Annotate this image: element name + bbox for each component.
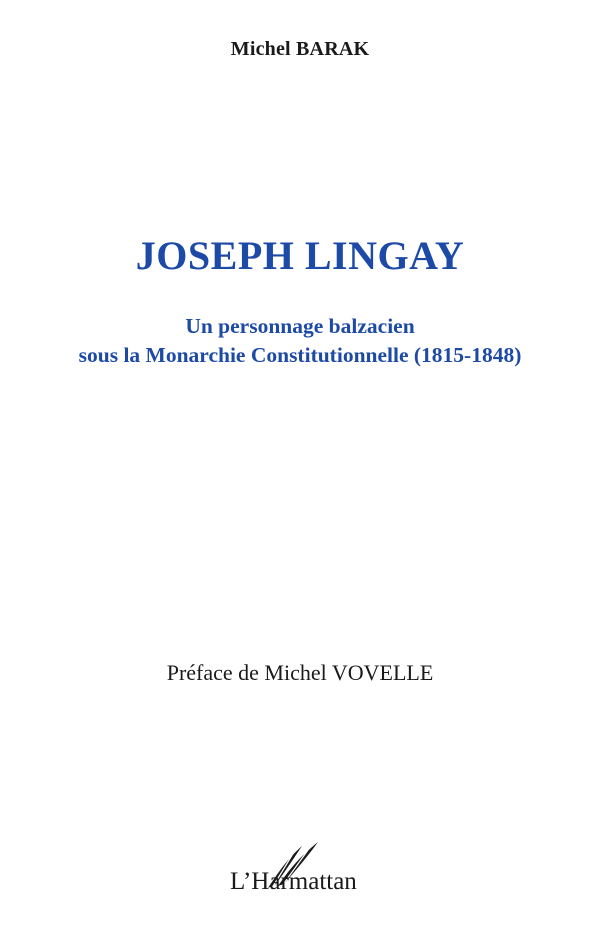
preface-credit: Préface de Michel VOVELLE — [166, 660, 434, 685]
subtitle-line-1: Un personnage balzacien — [185, 314, 415, 338]
book-title: JOSEPH LINGAY — [135, 233, 465, 278]
publisher-name: L’Harmattan — [230, 868, 357, 895]
subtitle-line-2: sous la Monarchie Constitutionnelle (1815-1848) — [78, 343, 522, 367]
publisher-logo — [230, 840, 390, 900]
author-name: Michel BARAK — [230, 38, 370, 60]
book-subtitle — [0, 312, 600, 370]
